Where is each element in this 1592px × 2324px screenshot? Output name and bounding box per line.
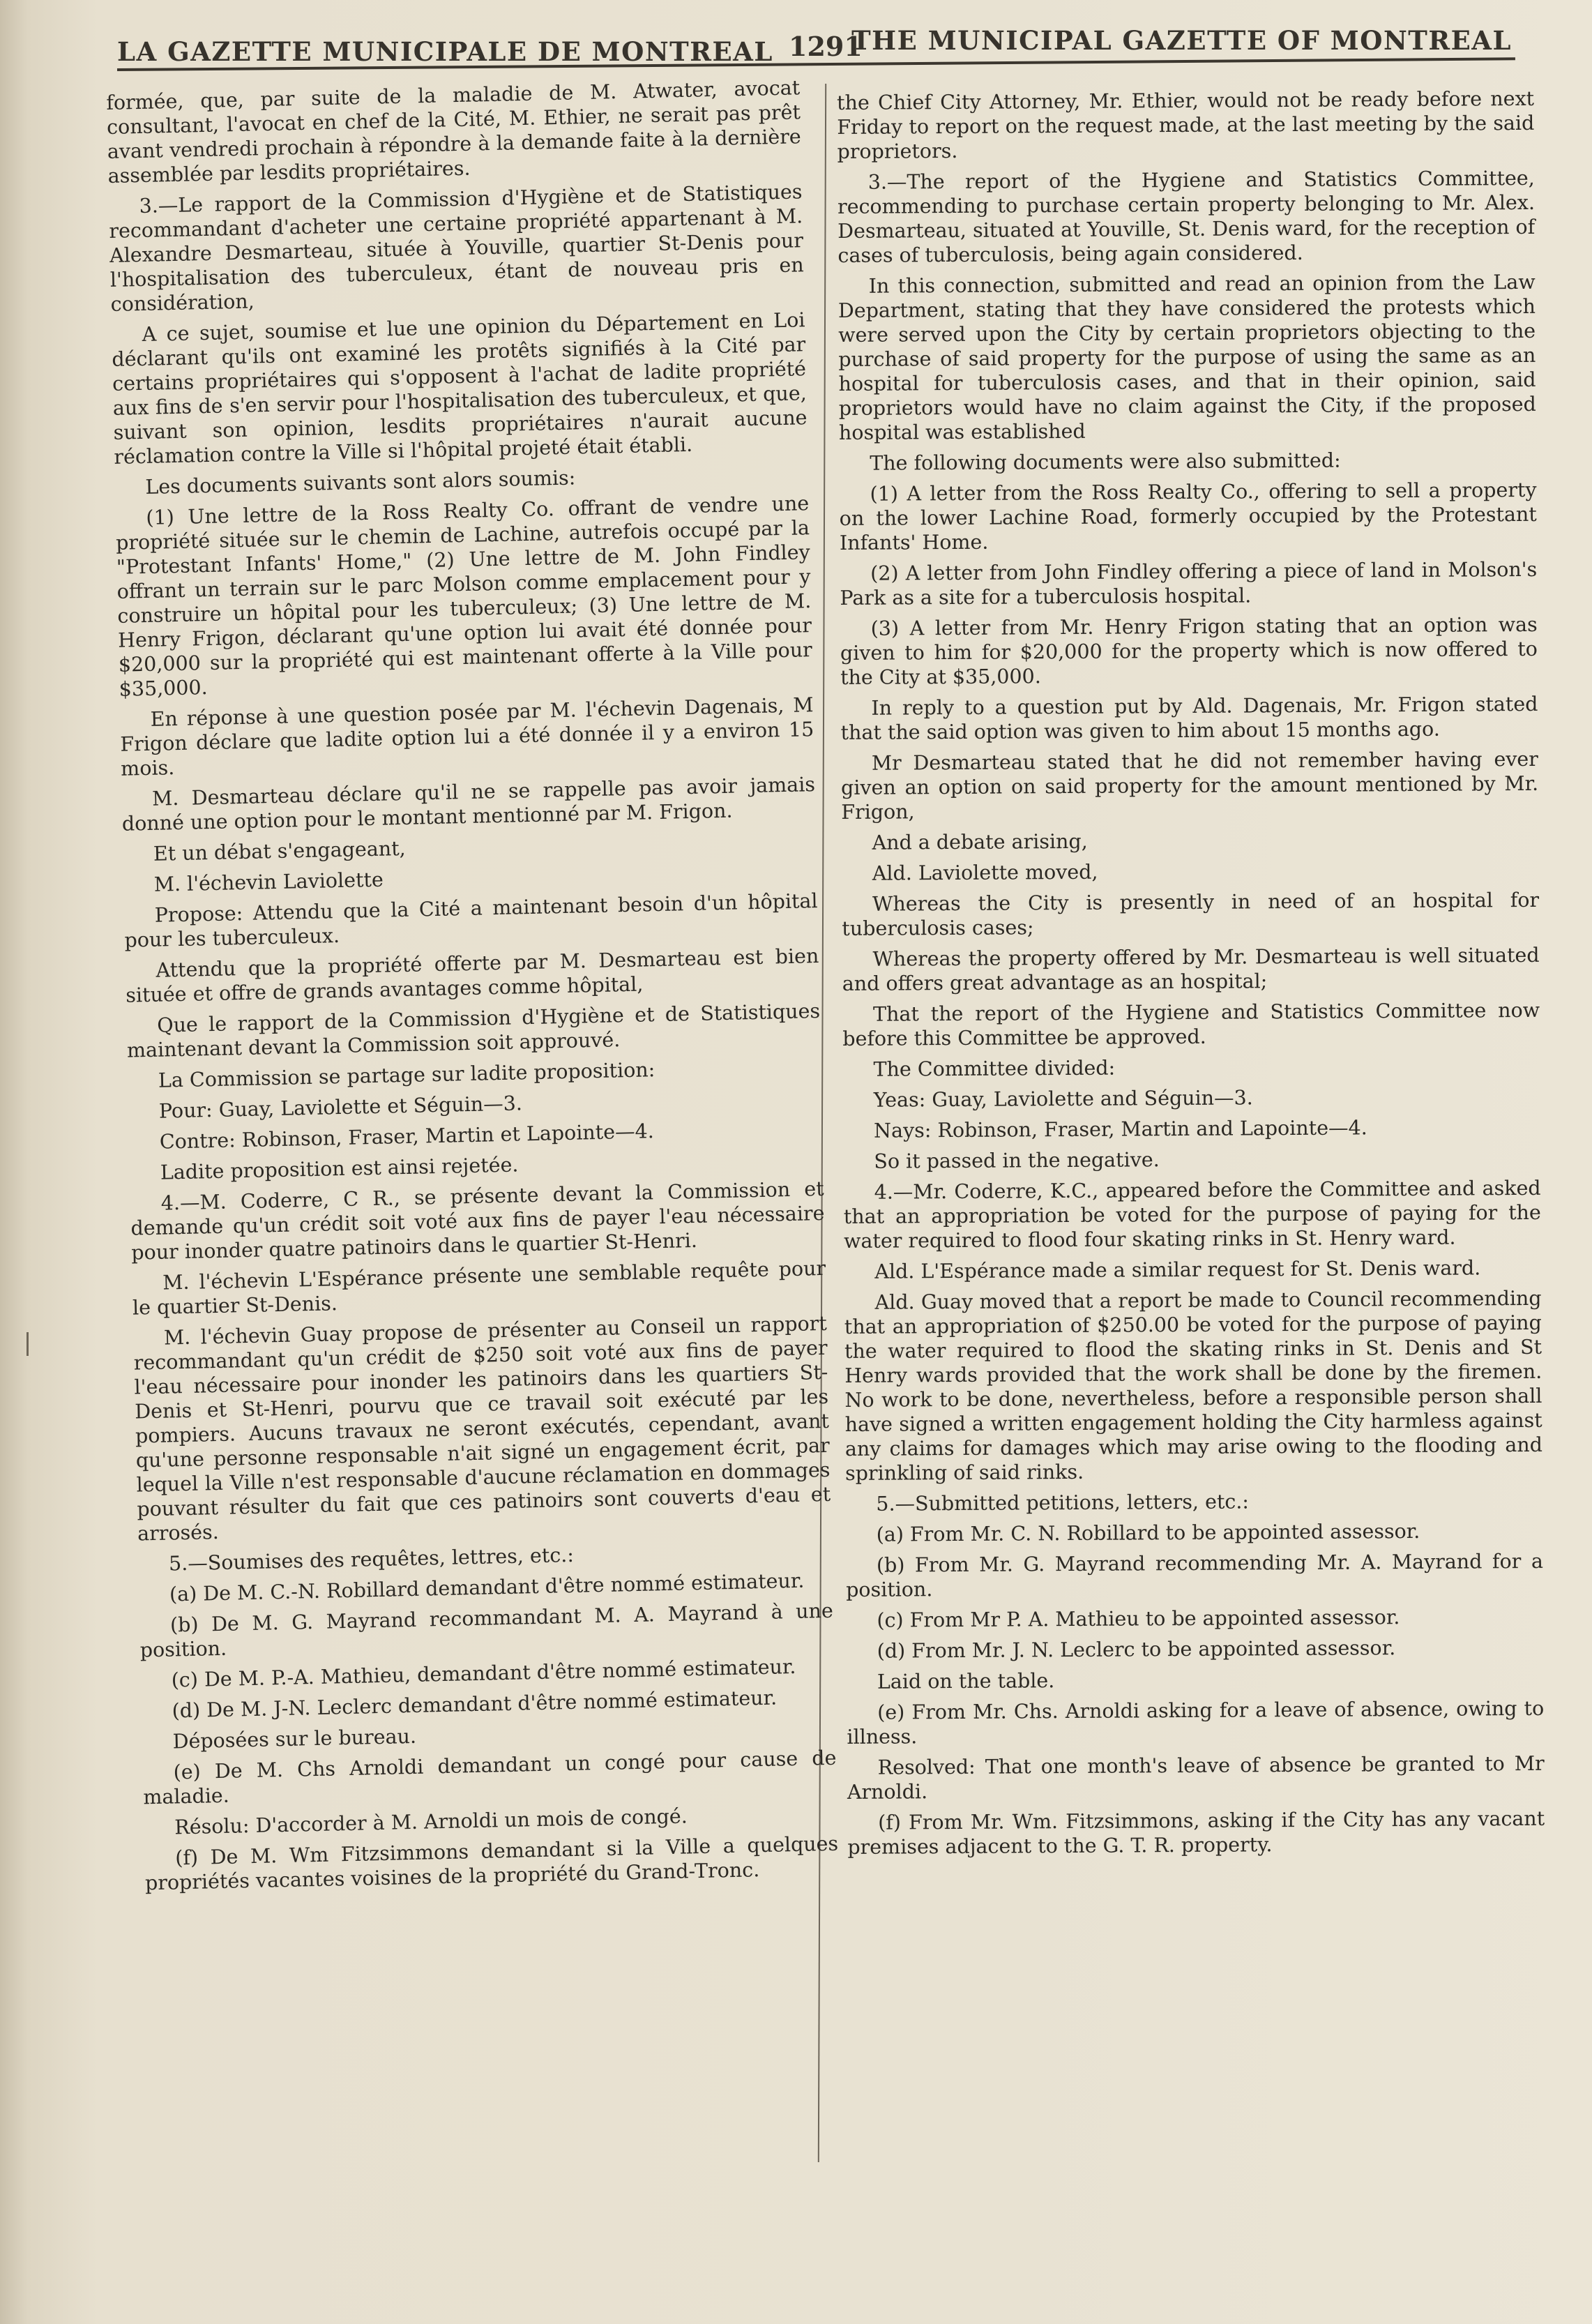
paragraph: (f) From Mr. Wm. Fitzsimmons, asking if the City has any vacant premises adjacent to the G. T. R. property. — [847, 1806, 1545, 1859]
paragraph: The Committee divided: — [873, 1056, 1116, 1081]
paragraph: The following documents were also submitted: — [870, 448, 1341, 475]
paragraph: Ald. L'Espérance made a similar request for St. Denis ward. — [874, 1256, 1481, 1283]
english-column — [837, 86, 1545, 1866]
paragraph: 4.—Mr. Coderre, K.C., appeared before the Committee and asked that an appropriation be voted for the purpose of paying for the water required to flood four skating rinks in St. Henry ward. — [843, 1176, 1541, 1253]
paragraph: 4.—M. Coderre, C R., se présente devant la Commission et demande qu'un crédit soit voté aux fins de payer l'eau nécessaire pour inonder quatre patinoirs dans le quartier St-Henri. — [130, 1177, 825, 1265]
paragraph: 3.—Le rapport de la Commission d'Hygiène et de Statistiques recommandant d'acheter une certaine propriété appartenant à M. Alexandre Desmarteau, située à Youville, quartier St-Denis pour l'hospitalisation des tuberculeux, étant de nouveau pris en considération, — [109, 180, 805, 316]
paragraph: Whereas the City is presently in need of an hospital for tuberculosis cases; — [842, 888, 1540, 940]
paragraph: Déposées sur le bureau. — [172, 1724, 417, 1753]
paragraph: (c) De M. P.-A. Mathieu, demandant d'être nommé estimateur. — [171, 1654, 796, 1692]
paragraph: A ce sujet, soumise et lue une opinion du Département en Loi déclarant qu'ils ont examiné les protêts signifiés à la Cité par certains propriétaires qui s'opposent à l'achat de ladite propriété aux fins de s'en servir pour l'hospitalisation des tuberculeux, et que, suivant son opinion, lesdits propriétaires n'aurait aucune réclamation contre la Ville si l'hôpital projeté était établi. — [112, 308, 808, 469]
paragraph: Ladite proposition est ainsi rejetée. — [160, 1153, 519, 1184]
paragraph: (b) De M. G. Mayrand recommandant M. A. Mayrand à une position. — [139, 1599, 834, 1662]
french-column — [106, 75, 839, 1901]
paragraph: (e) From Mr. Chs. Arnoldi asking for a leave of absence, owing to illness. — [847, 1696, 1545, 1749]
paragraph: Attendu que la propriété offerte par M. Desmarteau est bien située et offre de grands avantages comme hôpital, — [125, 944, 819, 1007]
paragraph: In reply to a question put by Ald. Dagenais, Mr. Frigon stated that the said option was given to him about 15 months ago. — [840, 692, 1538, 744]
page-number: 1291 — [789, 31, 863, 62]
margin-mark — [26, 1332, 29, 1356]
paragraph: (a) From Mr. C. N. Robillard to be appointed assessor. — [876, 1519, 1420, 1546]
paragraph: Ald. Laviolette moved, — [872, 860, 1098, 885]
paragraph: Resolved: That one month's leave of absence be granted to Mr Arnoldi. — [847, 1751, 1545, 1804]
paragraph: Yeas: Guay, Laviolette and Séguin—3. — [873, 1086, 1253, 1112]
paragraph: Laid on the table. — [877, 1669, 1055, 1693]
paragraph: Que le rapport de la Commission d'Hygiène et de Statistiques maintenant devant la Commission soit approuvé. — [126, 999, 821, 1062]
paragraph: So it passed in the negative. — [874, 1148, 1160, 1173]
paragraph: Whereas the property offered by Mr. Desmarteau is well situated and offers great advantage as an hospital; — [842, 943, 1540, 995]
paragraph: (3) A letter from Mr. Henry Frigon stating that an option was given to him for $20,000 for the property which is now offered to the City at $35,000. — [840, 612, 1538, 689]
paragraph: (2) A letter from John Findley offering a piece of land in Molson's Park as a site for a tuberculosis hospital. — [840, 557, 1538, 610]
header-english-title: THE MUNICIPAL GAZETTE OF MONTREAL — [851, 25, 1512, 56]
paragraph: In this connection, submitted and read an opinion from the Law Department, stating that they have considered the protests which were served upon the City by certain proprietors objecting to the purchase of said property for the purpose of using the same as an hospital for tuberculosis cases, and that in their opinion, said proprietors would have no claim against the City, if the proposed hospital was established — [837, 270, 1536, 444]
paragraph: Mr Desmarteau stated that he did not remember having ever given an option on said property for the amount mentioned by Mr. Frigon, — [841, 747, 1539, 824]
paragraph: 3.—The report of the Hygiene and Statistics Committee, recommending to purchase certain property belonging to Mr. Alex. Desmarteau, situated at Youville, St. Denis ward, for the reception of cases of tuberculosis, being again considered. — [837, 166, 1536, 267]
paragraph: formée, que, par suite de la maladie de M. Atwater, avocat consultant, l'avocat en chef de la Cité, M. Ethier, ne serait pas prêt avant vendredi prochain à répondre à la demande faite à la dernière assemblée par lesdits propriétaires. — [106, 76, 802, 188]
paragraph: Les documents suivants sont alors soumis: — [145, 466, 576, 499]
paragraph: Propose: Attendu que la Cité a maintenant besoin d'un hôpital pour les tuberculeux. — [124, 889, 818, 952]
paragraph: And a debate arising, — [872, 829, 1088, 854]
paragraph: (b) From Mr. G. Mayrand recommending Mr. A. Mayrand for a position. — [846, 1549, 1543, 1601]
paragraph: M. l'échevin L'Espérance présente une semblable requête pour le quartier St-Denis. — [132, 1256, 826, 1320]
header-french-title: LA GAZETTE MUNICIPALE DE MONTREAL — [117, 36, 773, 67]
paragraph: the Chief City Attorney, Mr. Ethier, would not be ready before next Friday to report on the request made, at the last meeting by the said proprietors. — [837, 86, 1535, 163]
paragraph: M. Desmarteau déclare qu'il ne se rappelle pas avoir jamais donné une option pour le montant mentionné par M. Frigon. — [121, 773, 816, 836]
paragraph: (d) De M. J-N. Leclerc demandant d'être nommé estimateur. — [172, 1686, 778, 1723]
paragraph: That the report of the Hygiene and Statistics Committee now before this Committee be approved. — [842, 998, 1540, 1050]
paragraph: (1) Une lettre de la Ross Realty Co. offrant de vendre une propriété située sur le chemin de Lachine, autrefois occupé par la "Protestant Infants' Home," (2) Une lettre de M. John Findley offrant un terrain sur le parc Molson comme emplacement pour y construire un hôpital pour les tuberculeux; (3) Une lettre de M. Henry Frigon, déclarant qu'une option lui avait été donnée pour $20,000 sur la propriété qui est maintenant offerte à la Ville pour $35,000. — [115, 492, 813, 701]
paragraph: 5.—Submitted petitions, letters, etc.: — [876, 1490, 1250, 1516]
paragraph: Ald. Guay moved that a report be made to Council recommending that an appropriation of $250.00 be voted for the purpose of paying the water required to flood the skating rinks in St. Denis and St Henry wards provided that the work shall be done by the firemen. No work to be done, nevertheless, before a responsible person shall have signed a written engagement holding the City harmless against any claims for damages which may arise owing to the flooding and sprinkling of said rinks. — [844, 1286, 1542, 1485]
paragraph: 5.—Soumises des requêtes, lettres, etc.: — [168, 1543, 575, 1576]
paragraph: Nays: Robinson, Fraser, Martin and Lapointe—4. — [874, 1116, 1367, 1142]
paragraph: (1) A letter from the Ross Realty Co., offering to sell a property on the lower Lachine Road, formerly occupied by the Protestant Infants' Home. — [839, 478, 1537, 554]
paragraph: (d) From Mr. J. N. Leclerc to be appointed assessor. — [877, 1636, 1396, 1663]
paragraph: (a) De M. C.-N. Robillard demandant d'être nommé estimateur. — [169, 1569, 805, 1606]
paragraph: La Commission se partage sur ladite proposition: — [158, 1058, 655, 1092]
paragraph: (c) From Mr P. A. Mathieu to be appointed assessor. — [877, 1606, 1400, 1632]
paragraph: En réponse à une question posée par M. l'échevin Dagenais, M Frigon déclare que ladite option lui a été donnée il y a environ 15 mois. — [120, 693, 814, 780]
paragraph: Résolu: D'accorder à M. Arnoldi un mois de congé. — [174, 1804, 688, 1839]
paragraph: M. l'échevin Guay propose de présenter au Conseil un rapport recommandant qu'un crédit de $250 soit voté aux fins de payer l'eau nécessaire pour inonder les patinoirs dans les quartiers St-Denis et St-Henri, pourvu que ce travail soit exécuté par les pompiers. Aucuns travaux ne seront exécutés, cependant, avant qu'une personne responsable n'ait signé un engagement écrit, par lequel la Ville n'est responsable d'aucune réclamation en dommages pouvant résulter du fait que ces patinoirs sont couverts d'eau et arrosés. — [133, 1311, 831, 1546]
paragraph: M. l'échevin Laviolette — [153, 868, 384, 896]
paragraph: Et un débat s'engageant, — [153, 836, 407, 866]
paragraph: (f) De M. Wm Fitzsimmons demandant si la Ville a quelques propriétés vacantes voisines de la propriété du Grand-Tronc. — [144, 1832, 839, 1895]
paragraph: Pour: Guay, Laviolette et Séguin—3. — [158, 1092, 523, 1123]
paragraph: (e) De M. Chs Arnoldi demandant un congé pour cause de maladie. — [143, 1746, 837, 1809]
paragraph: Contre: Robinson, Fraser, Martin et Lapointe—4. — [159, 1119, 655, 1154]
